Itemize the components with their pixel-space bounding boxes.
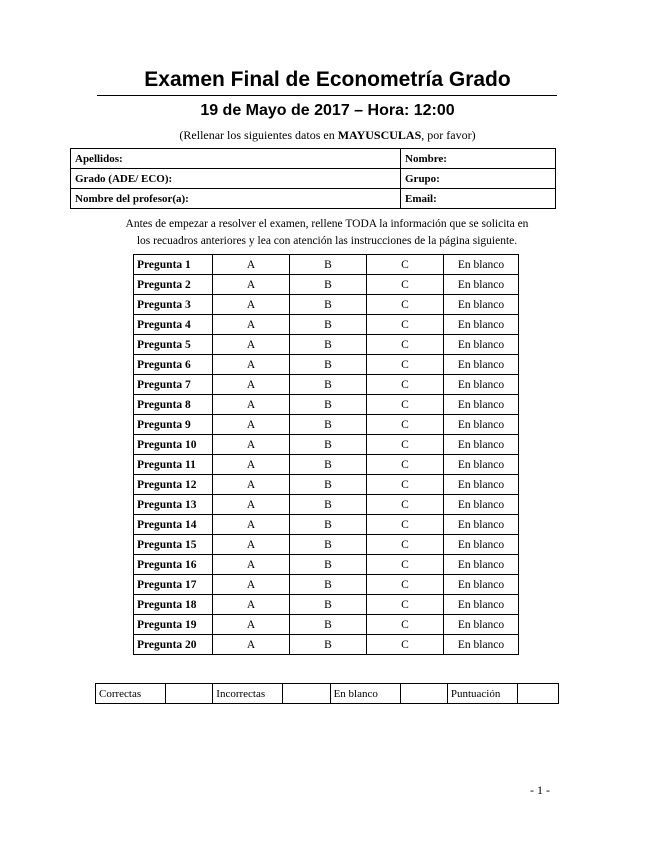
answer-option-en-blanco[interactable]: En blanco — [444, 315, 519, 335]
score-row — [96, 684, 559, 704]
answer-option-b[interactable]: B — [290, 515, 367, 535]
student-info-form — [70, 148, 556, 209]
answer-option-b[interactable]: B — [290, 295, 367, 315]
question-label: Pregunta 4 — [134, 315, 213, 335]
answer-row — [134, 455, 519, 475]
question-label: Pregunta 11 — [134, 455, 213, 475]
email-field[interactable] — [401, 189, 556, 209]
answer-option-c[interactable]: C — [367, 355, 444, 375]
answer-row — [134, 615, 519, 635]
answer-option-a[interactable]: A — [213, 595, 290, 615]
answer-option-b[interactable]: B — [290, 415, 367, 435]
nombre-field[interactable] — [401, 149, 556, 169]
incorrectas-value-box[interactable] — [283, 684, 330, 704]
answer-row — [134, 595, 519, 615]
question-label: Pregunta 14 — [134, 515, 213, 535]
answer-option-a[interactable]: A — [213, 455, 290, 475]
nombre-label: Nombre: — [405, 152, 447, 165]
answer-option-a[interactable]: A — [213, 275, 290, 295]
answer-row — [134, 355, 519, 375]
answer-option-c[interactable]: C — [367, 455, 444, 475]
answer-option-c[interactable]: C — [367, 415, 444, 435]
answer-option-en-blanco[interactable]: En blanco — [444, 435, 519, 455]
incorrectas-label: Incorrectas — [213, 684, 283, 704]
answer-option-b[interactable]: B — [290, 335, 367, 355]
answer-option-b[interactable]: B — [290, 315, 367, 335]
answer-option-b[interactable]: B — [290, 275, 367, 295]
answer-row — [134, 335, 519, 355]
question-label: Pregunta 5 — [134, 335, 213, 355]
question-label: Pregunta 10 — [134, 435, 213, 455]
answer-option-a[interactable]: A — [213, 415, 290, 435]
answer-option-en-blanco[interactable]: En blanco — [444, 555, 519, 575]
question-label: Pregunta 18 — [134, 595, 213, 615]
answer-option-en-blanco[interactable]: En blanco — [444, 455, 519, 475]
en-blanco-label: En blanco — [330, 684, 400, 704]
exam-notice — [97, 216, 557, 250]
fill-instruction — [0, 128, 655, 143]
en-blanco-value-box[interactable] — [400, 684, 447, 704]
answer-option-a[interactable]: A — [213, 335, 290, 355]
answer-option-c[interactable]: C — [367, 535, 444, 555]
answer-option-c[interactable]: C — [367, 635, 444, 655]
notice-line-2: los recuadros anteriores y lea con atención las instrucciones de la página siguiente. — [136, 235, 518, 247]
question-label: Pregunta 16 — [134, 555, 213, 575]
answer-row — [134, 495, 519, 515]
fill-instruction-post: , por favor) — [421, 128, 476, 142]
answer-option-a[interactable]: A — [213, 555, 290, 575]
apellidos-field[interactable] — [71, 149, 401, 169]
answer-option-b[interactable]: B — [290, 615, 367, 635]
answer-option-c[interactable]: C — [367, 515, 444, 535]
question-label: Pregunta 2 — [134, 275, 213, 295]
answer-option-en-blanco[interactable]: En blanco — [444, 595, 519, 615]
answer-option-a[interactable]: A — [213, 575, 290, 595]
correctas-value-box[interactable] — [165, 684, 212, 704]
answer-option-a[interactable]: A — [213, 535, 290, 555]
question-label: Pregunta 20 — [134, 635, 213, 655]
answer-option-b[interactable]: B — [290, 475, 367, 495]
answer-option-c[interactable]: C — [367, 555, 444, 575]
answer-option-a[interactable]: A — [213, 495, 290, 515]
answer-option-b[interactable]: B — [290, 435, 367, 455]
grupo-field[interactable] — [401, 169, 556, 189]
answer-option-c[interactable]: C — [367, 375, 444, 395]
answer-option-a[interactable]: A — [213, 435, 290, 455]
answer-option-b[interactable]: B — [290, 355, 367, 375]
answer-option-en-blanco[interactable]: En blanco — [444, 255, 519, 275]
answer-option-c[interactable]: C — [367, 615, 444, 635]
answer-option-a[interactable]: A — [213, 295, 290, 315]
answer-option-b[interactable]: B — [290, 455, 367, 475]
answer-option-b[interactable]: B — [290, 575, 367, 595]
profesor-field[interactable] — [71, 189, 401, 209]
question-label: Pregunta 17 — [134, 575, 213, 595]
puntuacion-label: Puntuación — [447, 684, 517, 704]
answer-option-a[interactable]: A — [213, 375, 290, 395]
answer-option-b[interactable]: B — [290, 255, 367, 275]
page-number: - 1 - — [530, 783, 550, 797]
answer-option-a[interactable]: A — [213, 475, 290, 495]
answer-option-a[interactable]: A — [213, 615, 290, 635]
question-label: Pregunta 8 — [134, 395, 213, 415]
answer-option-en-blanco[interactable]: En blanco — [444, 575, 519, 595]
answer-row — [134, 395, 519, 415]
answer-option-en-blanco[interactable]: En blanco — [444, 355, 519, 375]
answer-option-c[interactable]: C — [367, 575, 444, 595]
correctas-label: Correctas — [96, 684, 166, 704]
question-label: Pregunta 12 — [134, 475, 213, 495]
answer-row — [134, 555, 519, 575]
answer-option-en-blanco[interactable]: En blanco — [444, 475, 519, 495]
answer-row — [134, 255, 519, 275]
answer-option-c[interactable]: C — [367, 475, 444, 495]
info-row-3 — [71, 189, 556, 209]
notice-line-1: Antes de empezar a resolver el examen, rellene TODA la información que se solicita en — [125, 218, 529, 230]
title-underline — [97, 95, 557, 96]
answer-option-a[interactable]: A — [213, 255, 290, 275]
answer-option-en-blanco[interactable]: En blanco — [444, 275, 519, 295]
answer-option-en-blanco[interactable]: En blanco — [444, 335, 519, 355]
question-label: Pregunta 3 — [134, 295, 213, 315]
answer-option-c[interactable]: C — [367, 335, 444, 355]
apellidos-label: Apellidos: — [75, 152, 123, 165]
answer-option-c[interactable]: C — [367, 295, 444, 315]
answer-row — [134, 635, 519, 655]
question-label: Pregunta 9 — [134, 415, 213, 435]
answer-option-en-blanco[interactable]: En blanco — [444, 395, 519, 415]
grado-field[interactable] — [71, 169, 401, 189]
grupo-label: Grupo: — [405, 172, 440, 185]
answer-option-c[interactable]: C — [367, 315, 444, 335]
answer-option-a[interactable]: A — [213, 635, 290, 655]
answer-option-a[interactable]: A — [213, 315, 290, 335]
answer-row — [134, 315, 519, 335]
answer-option-b[interactable]: B — [290, 395, 367, 415]
email-label: Email: — [405, 192, 437, 205]
answer-option-c[interactable]: C — [367, 275, 444, 295]
question-label: Pregunta 15 — [134, 535, 213, 555]
fill-instruction-bold: MAYUSCULAS — [337, 128, 422, 142]
info-row-1 — [71, 149, 556, 169]
exam-title: Examen Final de Econometría Grado — [144, 68, 511, 91]
answer-option-en-blanco[interactable]: En blanco — [444, 375, 519, 395]
answer-row — [134, 435, 519, 455]
score-summary-table — [95, 683, 559, 704]
answer-option-a[interactable]: A — [213, 355, 290, 375]
answer-row — [134, 575, 519, 595]
answer-option-c[interactable]: C — [367, 495, 444, 515]
puntuacion-value-box[interactable] — [517, 684, 558, 704]
answer-option-c[interactable]: C — [367, 395, 444, 415]
question-label: Pregunta 13 — [134, 495, 213, 515]
answer-option-en-blanco[interactable]: En blanco — [444, 515, 519, 535]
answer-sheet-table — [133, 254, 519, 655]
info-row-2 — [71, 169, 556, 189]
answer-option-a[interactable]: A — [213, 395, 290, 415]
answer-option-en-blanco[interactable]: En blanco — [444, 635, 519, 655]
answer-row — [134, 535, 519, 555]
question-label: Pregunta 1 — [134, 255, 213, 275]
question-label: Pregunta 19 — [134, 615, 213, 635]
exam-date-time: 19 de Mayo de 2017 – Hora: 12:00 — [200, 102, 455, 119]
answer-option-c[interactable]: C — [367, 435, 444, 455]
answer-option-c[interactable]: C — [367, 595, 444, 615]
answer-option-b[interactable]: B — [290, 555, 367, 575]
grado-label: Grado (ADE/ ECO): — [75, 172, 173, 185]
answer-option-b[interactable]: B — [290, 635, 367, 655]
answer-option-a[interactable]: A — [213, 515, 290, 535]
answer-option-en-blanco[interactable]: En blanco — [444, 495, 519, 515]
profesor-label: Nombre del profesor(a): — [75, 192, 189, 205]
answer-option-en-blanco[interactable]: En blanco — [444, 295, 519, 315]
fill-instruction-pre: (Rellenar los siguientes datos en — [179, 128, 338, 142]
answer-option-c[interactable]: C — [367, 255, 444, 275]
question-label: Pregunta 6 — [134, 355, 213, 375]
answer-option-b[interactable]: B — [290, 535, 367, 555]
answer-row — [134, 295, 519, 315]
answer-option-en-blanco[interactable]: En blanco — [444, 535, 519, 555]
question-label: Pregunta 7 — [134, 375, 213, 395]
answer-row — [134, 475, 519, 495]
answer-row — [134, 275, 519, 295]
answer-option-en-blanco[interactable]: En blanco — [444, 615, 519, 635]
answer-option-b[interactable]: B — [290, 495, 367, 515]
answer-row — [134, 515, 519, 535]
answer-option-b[interactable]: B — [290, 595, 367, 615]
answer-option-b[interactable]: B — [290, 375, 367, 395]
answer-row — [134, 415, 519, 435]
answer-option-en-blanco[interactable]: En blanco — [444, 415, 519, 435]
answer-row — [134, 375, 519, 395]
